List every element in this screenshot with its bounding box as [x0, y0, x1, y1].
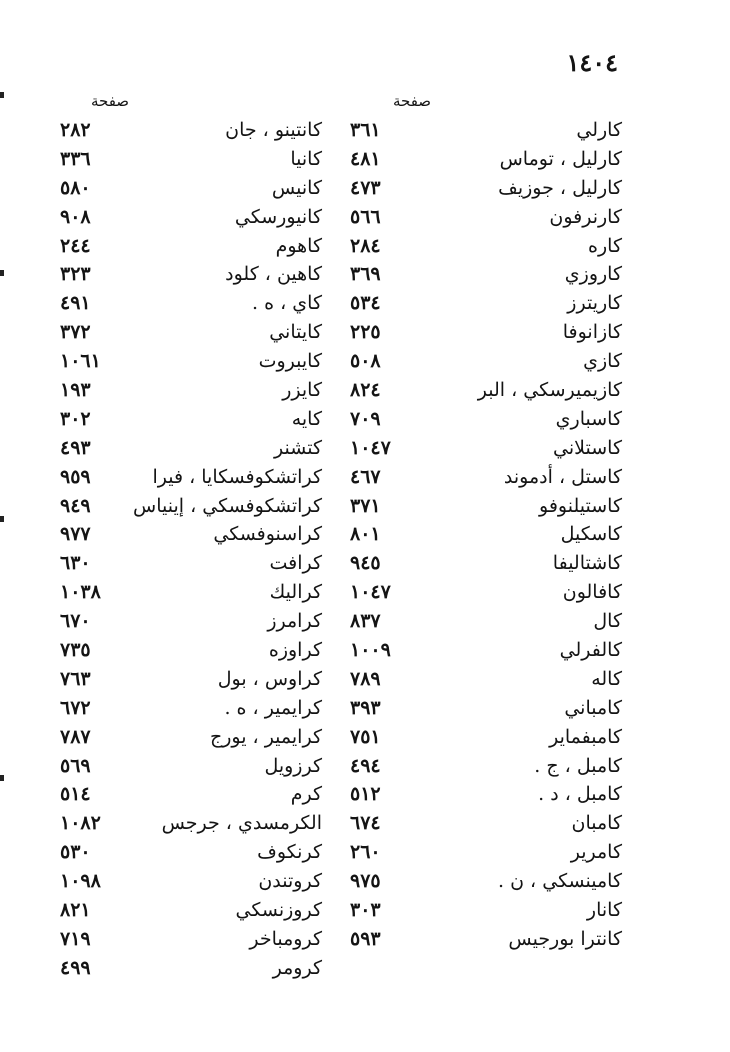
index-entry — [60, 260, 322, 289]
entry-name: كانترا بورجيس — [508, 927, 622, 950]
entry-name: كراوزه — [268, 639, 322, 662]
entry-page-number: ٩٧٧ — [60, 523, 91, 546]
entry-name: كاهوم — [275, 234, 322, 257]
index-entry — [350, 376, 622, 405]
index-entry — [60, 289, 322, 318]
entry-page-number: ١٠٤٧ — [350, 581, 391, 604]
index-column-right — [350, 116, 622, 954]
index-entry — [60, 723, 322, 752]
index-entry — [60, 694, 322, 723]
index-entry — [60, 145, 322, 174]
entry-page-number: ٧٦٣ — [60, 667, 91, 690]
index-entry — [60, 578, 322, 607]
entry-page-number: ٦٧٤ — [350, 812, 381, 835]
entry-page-number: ٩٤٩ — [60, 494, 91, 517]
index-entry — [350, 780, 622, 809]
entry-name: كراليك — [269, 581, 322, 604]
entry-page-number: ٤٩٤ — [350, 754, 381, 777]
entry-page-number: ٥٠٨ — [350, 350, 381, 373]
entry-page-number: ٥٩٣ — [350, 927, 381, 950]
index-entry — [60, 752, 322, 781]
entry-page-number: ٣٦٩ — [350, 263, 381, 286]
entry-name: كراسنوفسكي — [213, 523, 322, 546]
column-header-left: صفحة — [90, 92, 130, 110]
entry-name: كرومر — [272, 956, 322, 979]
entry-name: كامباني — [564, 696, 622, 719]
entry-page-number: ٢٦٠ — [350, 841, 381, 864]
entry-page-number: ٥٦٦ — [350, 205, 381, 228]
entry-page-number: ١٠٣٨ — [60, 581, 101, 604]
entry-page-number: ٧٠٩ — [350, 407, 381, 430]
entry-name: كامبفماير — [549, 725, 622, 748]
entry-name: كاروزي — [564, 263, 622, 286]
entry-name: كانتينو ، جان — [225, 119, 322, 141]
index-entry — [60, 318, 322, 347]
entry-name: كايزر — [282, 379, 322, 402]
entry-page-number: ١٠٩٨ — [60, 870, 101, 893]
entry-name: كرنكوف — [257, 841, 322, 864]
entry-page-number: ٧٨٩ — [350, 667, 381, 690]
entry-name: كايبروت — [258, 350, 322, 373]
index-entry — [350, 665, 622, 694]
index-entry — [350, 578, 622, 607]
index-entry — [350, 520, 622, 549]
entry-name: كراتشكوفسكي ، إينياس — [133, 494, 322, 517]
index-entry — [350, 896, 622, 925]
entry-name: كتشنر — [274, 436, 322, 459]
index-entry — [350, 925, 622, 954]
entry-name: كاسكيل — [560, 523, 622, 546]
entry-page-number: ٣٦١ — [350, 119, 381, 141]
index-entry — [60, 347, 322, 376]
entry-page-number: ٣٠٢ — [60, 407, 91, 430]
entry-page-number: ٣٢٣ — [60, 263, 91, 286]
index-entry — [60, 405, 322, 434]
index-entry — [350, 434, 622, 463]
entry-page-number: ٤٩١ — [60, 292, 91, 315]
entry-page-number: ٨٢١ — [60, 899, 91, 922]
entry-page-number: ٩٧٥ — [350, 870, 381, 893]
entry-name: كاله — [591, 667, 622, 690]
entry-page-number: ٩٥٩ — [60, 465, 91, 488]
entry-name: كاستيلنوفو — [539, 494, 622, 517]
index-entry — [350, 463, 622, 492]
index-entry — [350, 405, 622, 434]
entry-name: كامبل ، د . — [538, 783, 622, 806]
entry-page-number: ١٠٠٩ — [350, 639, 391, 662]
entry-name: كايه — [291, 407, 322, 430]
entry-name: كارليل ، جوزيف — [498, 176, 622, 199]
index-entry — [350, 752, 622, 781]
entry-name: كانيورسكي — [234, 205, 322, 228]
index-entry — [350, 145, 622, 174]
index-entry — [60, 607, 322, 636]
entry-name: كرايمير ، ه . — [224, 696, 322, 719]
index-entry — [350, 549, 622, 578]
entry-page-number: ١٠٨٢ — [60, 812, 101, 835]
entry-name: كرامرز — [267, 610, 322, 633]
entry-page-number: ٢٤٤ — [60, 234, 91, 257]
index-entry — [60, 174, 322, 203]
entry-name: كاره — [588, 234, 622, 257]
index-entry — [60, 549, 322, 578]
column-header-right: صفحة — [392, 92, 432, 110]
entry-page-number: ٦٧٠ — [60, 610, 91, 633]
index-entry — [60, 925, 322, 954]
index-entry — [350, 492, 622, 521]
index-entry — [350, 607, 622, 636]
margin-mark — [0, 270, 4, 276]
entry-page-number: ٣٣٦ — [60, 147, 91, 170]
entry-name: كراتشكوفسكايا ، فيرا — [152, 465, 322, 488]
margin-mark — [0, 92, 4, 98]
entry-page-number: ١٠٦١ — [60, 350, 101, 373]
index-entry — [350, 636, 622, 665]
entry-page-number: ٤٨١ — [350, 147, 381, 170]
entry-page-number: ٥٦٩ — [60, 754, 91, 777]
entry-page-number: ٥٨٠ — [60, 176, 91, 199]
index-entry — [60, 780, 322, 809]
entry-name: كالفرلي — [559, 639, 622, 662]
entry-name: الكرمسدي ، جرجس — [161, 812, 322, 835]
index-entry — [60, 376, 322, 405]
entry-name: كرزويل — [264, 754, 322, 777]
entry-page-number: ٧٣٥ — [60, 639, 91, 662]
index-entry — [350, 289, 622, 318]
entry-name: كرومباخر — [249, 927, 322, 950]
entry-name: كازانوفا — [562, 321, 622, 344]
index-entry — [60, 954, 322, 983]
index-entry — [60, 492, 322, 521]
entry-name: كروزنسكي — [235, 899, 322, 922]
entry-name: كانيا — [290, 147, 322, 170]
index-entry — [60, 203, 322, 232]
index-entry — [60, 838, 322, 867]
entry-name: كاسباري — [555, 407, 622, 430]
entry-name: كارلي — [576, 119, 622, 141]
entry-name: كرايمير ، يورج — [209, 725, 322, 748]
entry-page-number: ٨٢٤ — [350, 379, 381, 402]
entry-name: كراوس ، بول — [217, 667, 322, 690]
index-entry — [350, 809, 622, 838]
entry-page-number: ١٩٣ — [60, 379, 91, 402]
entry-name: كاشتاليفا — [552, 552, 622, 575]
entry-page-number: ٩٤٥ — [350, 552, 381, 575]
margin-mark — [0, 775, 4, 781]
entry-name: كرم — [290, 783, 322, 806]
entry-page-number: ٣٧٢ — [60, 321, 91, 344]
entry-page-number: ٨٣٧ — [350, 610, 381, 633]
entry-name: كال — [593, 610, 622, 633]
index-entry — [60, 232, 322, 261]
entry-page-number: ٥١٢ — [350, 783, 381, 806]
index-entry — [350, 694, 622, 723]
index-entry — [350, 232, 622, 261]
entry-name: كامينسكي ، ن . — [497, 870, 622, 893]
page-number: ١٤٠٤ — [566, 48, 618, 77]
entry-name: كرافت — [269, 552, 322, 575]
index-entry — [350, 347, 622, 376]
entry-page-number: ٥٣٠ — [60, 841, 91, 864]
entry-name: كاهين ، كلود — [225, 263, 322, 286]
entry-name: كازي — [583, 350, 622, 373]
entry-page-number: ٦٣٠ — [60, 552, 91, 575]
entry-page-number: ٢٢٥ — [350, 321, 381, 344]
entry-page-number: ٣٩٣ — [350, 696, 381, 719]
entry-page-number: ٤٩٩ — [60, 956, 91, 979]
index-entry — [60, 665, 322, 694]
index-entry — [60, 434, 322, 463]
entry-page-number: ٧١٩ — [60, 927, 91, 950]
entry-name: كازيميرسكي ، البر — [477, 379, 622, 402]
entry-page-number: ٨٠١ — [350, 523, 381, 546]
index-entry — [60, 116, 322, 145]
entry-page-number: ٥٣٤ — [350, 292, 381, 315]
index-entry — [350, 203, 622, 232]
entry-name: كانيس — [271, 176, 322, 199]
entry-name: كافالون — [562, 581, 622, 604]
entry-page-number: ٥١٤ — [60, 783, 91, 806]
entry-name: كانار — [586, 899, 622, 922]
index-entry — [60, 520, 322, 549]
entry-name: كاستلاني — [553, 436, 622, 459]
entry-page-number: ٢٨٢ — [60, 119, 91, 141]
index-entry — [350, 723, 622, 752]
index-entry — [60, 809, 322, 838]
index-entry — [60, 867, 322, 896]
index-entry — [350, 867, 622, 896]
entry-page-number: ٦٧٢ — [60, 696, 91, 719]
entry-name: كامبان — [571, 812, 622, 835]
index-entry — [60, 636, 322, 665]
entry-page-number: ٤٦٧ — [350, 465, 381, 488]
entry-page-number: ٧٨٧ — [60, 725, 91, 748]
index-column-left — [60, 116, 322, 983]
entry-page-number: ٤٩٣ — [60, 436, 91, 459]
entry-name: كايتاني — [269, 321, 322, 344]
index-entry — [60, 463, 322, 492]
entry-name: كامبل ، ج . — [534, 754, 622, 777]
entry-name: كاي ، ه . — [252, 292, 322, 315]
entry-name: كارنرفون — [549, 205, 622, 228]
entry-page-number: ٣٠٣ — [350, 899, 381, 922]
entry-name: كروتندن — [258, 870, 322, 893]
index-entry — [350, 318, 622, 347]
entry-page-number: ٧٥١ — [350, 725, 381, 748]
index-entry — [350, 174, 622, 203]
entry-name: كاريترز — [567, 292, 622, 315]
entry-name: كارليل ، توماس — [499, 147, 622, 170]
margin-mark — [0, 516, 4, 522]
index-entry — [350, 838, 622, 867]
entry-page-number: ٢٨٤ — [350, 234, 381, 257]
entry-name: كاستل ، أدموند — [503, 465, 622, 488]
entry-page-number: ٩٠٨ — [60, 205, 91, 228]
index-entry — [350, 260, 622, 289]
index-entry — [60, 896, 322, 925]
entry-name: كامرير — [570, 841, 622, 864]
entry-page-number: ١٠٤٧ — [350, 436, 391, 459]
entry-page-number: ٣٧١ — [350, 494, 381, 517]
entry-page-number: ٤٧٣ — [350, 176, 381, 199]
index-entry — [350, 116, 622, 145]
